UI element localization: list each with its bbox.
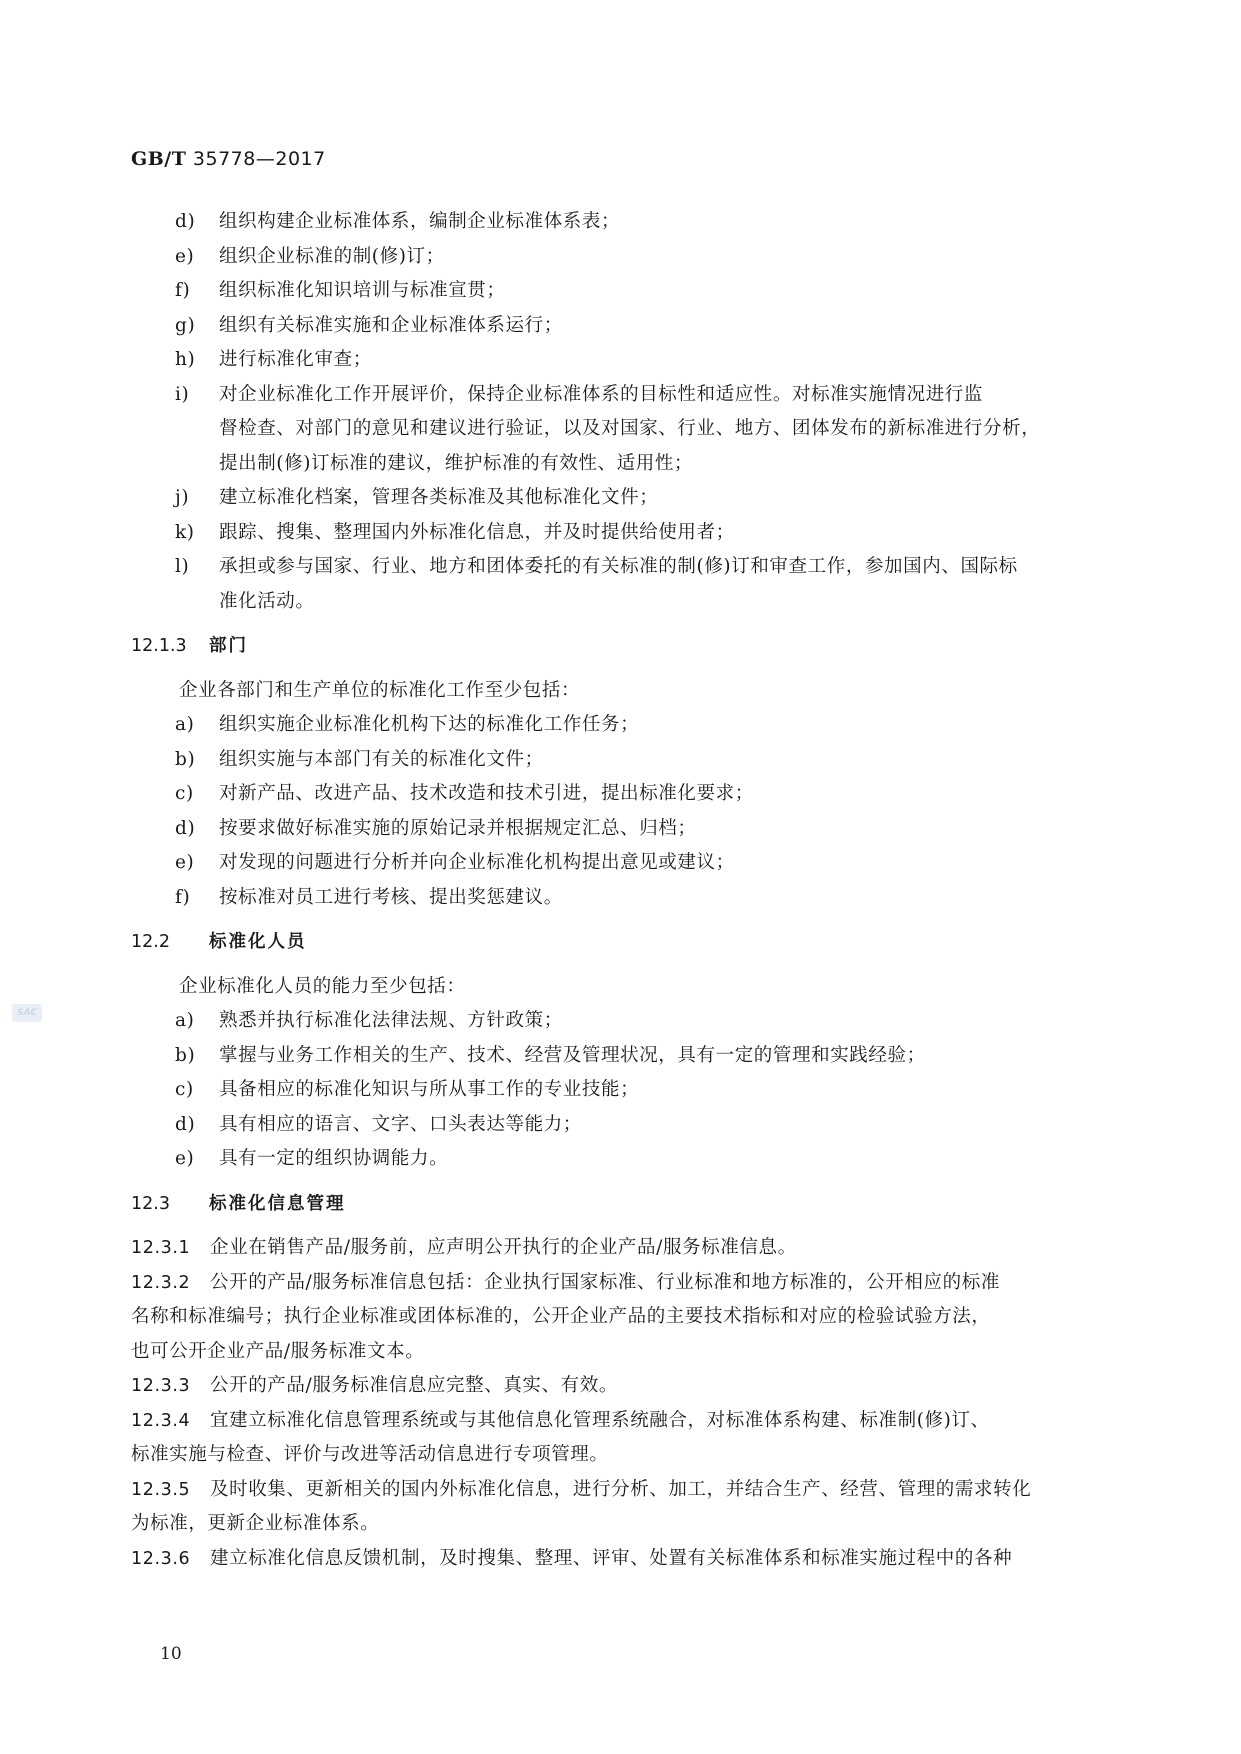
list-marker: a): [175, 1010, 195, 1031]
list-item: [131, 1004, 1101, 1039]
list-marker: f): [175, 280, 191, 301]
list-marker: a): [175, 714, 195, 735]
text-line: 建立标准化档案，管理各类标准及其他标准化文件；: [219, 487, 659, 508]
page-number: 10: [160, 1644, 182, 1664]
clause-first-line: [131, 1231, 1101, 1266]
list-item: [131, 481, 1101, 516]
list-item: [131, 708, 1101, 743]
text-line: 跟踪、搜集、整理国内外标准化信息，并及时提供给使用者；: [219, 521, 735, 543]
clause-text: 建立标准化信息反馈机制，及时搜集、整理、评审、处置有关标准体系和标准实施过程中的各种: [210, 1547, 1013, 1569]
text-line: 组织有关标准实施和企业标准体系运行；: [219, 314, 563, 336]
list-text: 具有一定的组织协调能力。: [219, 1148, 449, 1169]
list-marker: e): [175, 245, 195, 267]
list-marker: j): [175, 487, 190, 508]
list-continuation: [131, 205, 1101, 619]
list-item: [131, 274, 1101, 309]
clause-list: [131, 1231, 1101, 1576]
clause-text: 宜建立标准化信息管理系统或与其他信息化管理系统融合，对标准体系构建、标准制(修)订、: [210, 1409, 990, 1431]
list-item: [131, 846, 1101, 881]
list-item: [131, 812, 1101, 847]
list-text: 按标准对员工进行考核、提出奖惩建议。: [219, 886, 563, 908]
clause-text: 公开的产品/服务标准信息应完整、真实、有效。: [210, 1375, 618, 1396]
list-text: [219, 274, 1101, 309]
clause-first-line: [131, 1473, 1101, 1508]
clause-text: 企业在销售产品/服务前，应声明公开执行的企业产品/服务标准信息。: [210, 1237, 797, 1258]
sac-watermark-logo: SAC: [12, 1004, 42, 1022]
clause-number: 12.3.3: [131, 1376, 191, 1396]
clause-number: 12.3.4: [131, 1410, 191, 1431]
text-line: 督检查、对部门的意见和建议进行验证，以及对国家、行业、地方、团体发布的新标准进行分析，: [219, 418, 1041, 439]
list-marker: k): [175, 521, 195, 543]
clause: [131, 1231, 1101, 1266]
clause-continuation: 标准实施与检查、评价与改进等活动信息进行专项管理。: [131, 1444, 609, 1465]
text-line: 进行标准化审查；: [219, 349, 372, 370]
list-item: [131, 516, 1101, 551]
list-text: [219, 378, 1101, 482]
clause: [131, 1542, 1101, 1577]
standard-code: GB/T 35778—2017: [131, 148, 326, 170]
list-text: 按要求做好标准实施的原始记录并根据规定汇总、归档；: [219, 817, 697, 839]
text-line: 对企业标准化工作开展评价，保持企业标准体系的目标性和适应性。对标准实施情况进行监: [219, 383, 984, 405]
list-text: 对新产品、改进产品、技术改造和技术引进，提出标准化要求；: [219, 783, 754, 804]
clause-continuation: 也可公开企业产品/服务标准文本。: [131, 1340, 425, 1362]
list-marker: g): [175, 314, 196, 336]
list-text: [219, 240, 1101, 275]
section-intro: 企业标准化人员的能力至少包括：: [179, 975, 466, 997]
clause-first-line: [131, 1404, 1101, 1439]
list-marker: f): [175, 886, 191, 908]
list-marker: d): [175, 1113, 196, 1135]
clause-number: 12.3.5: [131, 1479, 191, 1500]
text-line: 提出制(修)订标准的建议，维护标准的有效性、适用性；: [219, 452, 694, 474]
list-item: [131, 343, 1101, 378]
list-marker: h): [175, 349, 196, 370]
clause-text: 及时收集、更新相关的国内外标准化信息，进行分析、加工，并结合生产、经营、管理的需求转化: [210, 1478, 1032, 1500]
section-12-3: [131, 1187, 1101, 1577]
list-item: [131, 1108, 1101, 1143]
list-text: [219, 205, 1101, 240]
clause: [131, 1266, 1101, 1370]
clause-number: 12.3.6: [131, 1548, 191, 1569]
list-item: [131, 743, 1101, 778]
clause: [131, 1369, 1101, 1404]
list-item: [131, 240, 1101, 275]
clause-first-line: [131, 1266, 1101, 1301]
list-text: [219, 516, 1101, 551]
clause-continuation: 名称和标准编号；执行企业标准或团体标准的，公开企业产品的主要技术指标和对应的检验试验方法，: [131, 1306, 991, 1327]
clause-first-line: [131, 1369, 1101, 1404]
clause: [131, 1473, 1101, 1542]
list-text: [219, 481, 1101, 516]
list-item: [131, 777, 1101, 812]
list-item: [131, 1142, 1101, 1177]
list-marker: e): [175, 852, 195, 873]
section-heading: 12.3 标准化信息管理: [131, 1193, 346, 1214]
list-item: [131, 309, 1101, 344]
text-line: 组织构建企业标准体系，编制企业标准体系表；: [219, 211, 621, 232]
list-item: [131, 378, 1101, 482]
text-line: 准化活动。: [219, 590, 315, 612]
text-line: 组织标准化知识培训与标准宣贯；: [219, 280, 506, 301]
text-line: 组织企业标准的制(修)订；: [219, 245, 445, 267]
list-item: [131, 1073, 1101, 1108]
clause-text: 公开的产品/服务标准信息包括：企业执行国家标准、行业标准和地方标准的，公开相应的标准: [210, 1271, 1000, 1293]
section-list: [131, 708, 1101, 915]
clause-number: 12.3.1: [131, 1238, 191, 1258]
list-marker: c): [175, 1079, 194, 1100]
section-heading: 12.2 标准化人员: [131, 932, 307, 952]
list-marker: d): [175, 817, 196, 839]
section-list: [131, 1004, 1101, 1177]
list-marker: l): [175, 556, 190, 577]
clause: [131, 1404, 1101, 1473]
list-marker: d): [175, 211, 196, 232]
list-text: 掌握与业务工作相关的生产、技术、经营及管理状况，具有一定的管理和实践经验；: [219, 1044, 926, 1066]
list-marker: b): [175, 748, 196, 770]
list-text: 具备相应的标准化知识与所从事工作的专业技能；: [219, 1079, 640, 1100]
document-body: [131, 205, 1101, 1576]
list-marker: c): [175, 783, 194, 804]
section-heading: 12.1.3 部门: [131, 636, 248, 656]
clause-first-line: [131, 1542, 1101, 1577]
list-item: [131, 1039, 1101, 1074]
section-12-1-3: [131, 629, 1101, 915]
clause-continuation: 为标准，更新企业标准体系。: [131, 1513, 380, 1534]
list-text: 具有相应的语言、文字、口头表达等能力；: [219, 1113, 582, 1135]
list-item: [131, 881, 1101, 916]
list-marker: i): [175, 383, 190, 405]
text-line: 承担或参与国家、行业、地方和团体委托的有关标准的制(修)订和审查工作，参加国内、国际标: [219, 556, 1018, 577]
section-intro: 企业各部门和生产单位的标准化工作至少包括：: [179, 679, 581, 701]
list-text: 熟悉并执行标准化法律法规、方针政策；: [219, 1010, 563, 1031]
list-marker: b): [175, 1044, 196, 1066]
list-text: [219, 550, 1101, 619]
list-text: 组织实施与本部门有关的标准化文件；: [219, 748, 544, 770]
section-12-2: [131, 925, 1101, 1177]
list-marker: e): [175, 1148, 195, 1169]
list-text: [219, 309, 1101, 344]
list-text: [219, 343, 1101, 378]
clause-number: 12.3.2: [131, 1272, 191, 1293]
list-text: 组织实施企业标准化机构下达的标准化工作任务；: [219, 714, 640, 735]
list-text: 对发现的问题进行分析并向企业标准化机构提出意见或建议；: [219, 852, 735, 873]
list-item: [131, 205, 1101, 240]
list-item: [131, 550, 1101, 619]
